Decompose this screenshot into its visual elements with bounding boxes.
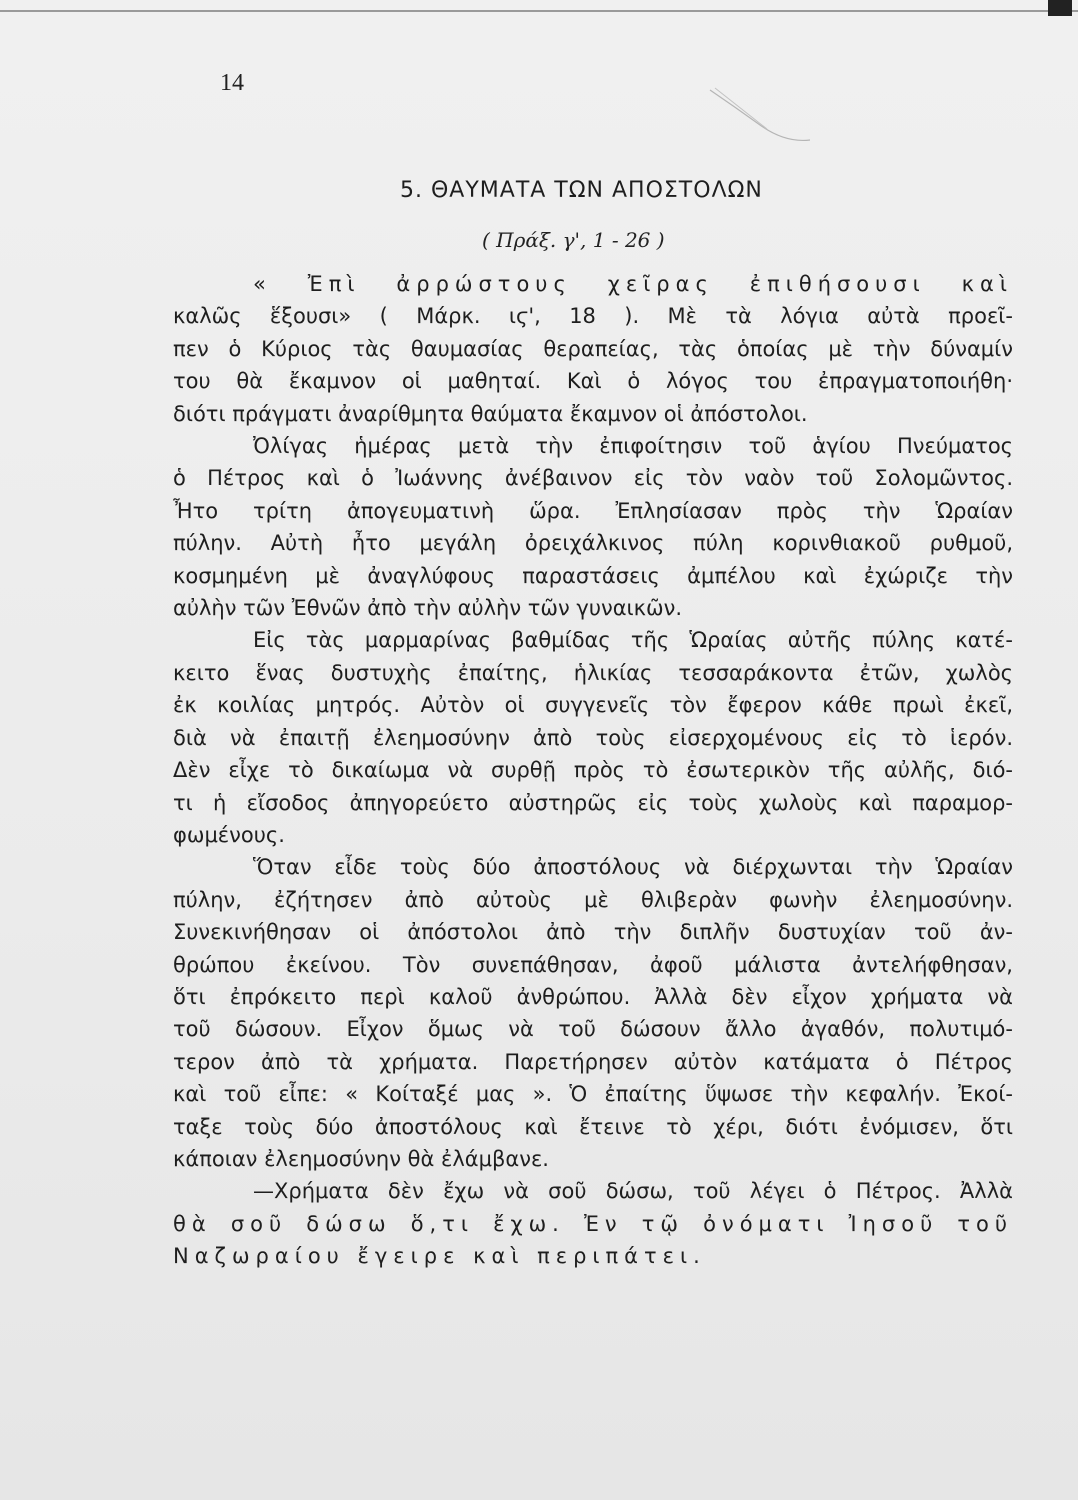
- scripture-reference: ( Πράξ. γ', 1 - 26 ): [482, 228, 665, 252]
- text-line: ὅτι ἐπρόκειτο περὶ καλοῦ ἀνθρώπου. Ἀλλὰ δὲν εἶχον χρήματα νὰ: [173, 984, 1013, 1009]
- text-line: Συνεκινήθησαν οἱ ἀπόστολοι ἀπὸ τὴν διπλῆν δυστυχίαν τοῦ ἀν-: [173, 920, 1013, 945]
- text-line: Ἦτο τρίτη ἀπογευματινὴ ὥρα. Ἐπλησίασαν πρὸς τὴν Ὡραίαν: [173, 498, 1013, 523]
- text-line: του θὰ ἔκαμνον οἱ μαθηταί. Καὶ ὁ λόγος του ἐπραγματοποιήθη·: [173, 369, 1013, 394]
- text-line: ταξε τοὺς δύο ἀποστόλους καὶ ἔτεινε τὸ χέρι, διότι ἐνόμισεν, ὅτι: [173, 1114, 1013, 1139]
- text-line: τι ἡ εἴσοδος ἀπηγορεύετο αὐστηρῶς εἰς τοὺς χωλοὺς καὶ παραμορ-: [173, 790, 1013, 815]
- text-line: Ὀλίγας ἡμέρας μετὰ τὴν ἐπιφοίτησιν τοῦ ἁγίου Πνεύματος: [253, 434, 1013, 459]
- body-text: [173, 268, 1013, 1273]
- text-line: Ὅταν εἶδε τοὺς δύο ἀποστόλους νὰ διέρχωνται τὴν Ὡραίαν: [253, 855, 1013, 880]
- text-line: τερον ἀπὸ τὰ χρήματα. Παρετήρησεν αὐτὸν κατάματα ὁ Πέτρος: [173, 1049, 1013, 1074]
- chapter-heading: 5. ΘΑΥΜΑΤΑ ΤΩΝ ΑΠΟΣΤΟΛΩΝ: [400, 178, 763, 203]
- text-line: θὰ σοῦ δώσω ὅ,τι ἔχω. Ἐν τῷ ὀνόματι Ἰησοῦ τοῦ: [173, 1211, 1013, 1236]
- text-line: αὐλὴν τῶν Ἐθνῶν ἀπὸ τὴν αὐλὴν τῶν γυναικῶν.: [173, 596, 683, 621]
- text-line: Ναζωραίου ἔγειρε καὶ περιπάτει.: [173, 1244, 706, 1269]
- text-line: κειτο ἕνας δυστυχὴς ἐπαίτης, ἡλικίας τεσσαράκοντα ἐτῶν, χωλὸς: [173, 660, 1013, 685]
- text-line: ἐκ κοιλίας μητρός. Αὐτὸν οἱ συγγενεῖς τὸν ἔφερον κάθε πρωὶ ἐκεῖ,: [173, 693, 1013, 718]
- text-line: τοῦ δώσουν. Εἶχον ὅμως νὰ τοῦ δώσουν ἄλλο ἀγαθόν, πολυτιμό-: [173, 1017, 1013, 1042]
- text-line: κοσμημένη μὲ ἀναγλύφους παραστάσεις ἀμπέλου καὶ ἐχώριζε τὴν: [173, 563, 1013, 588]
- text-line: καὶ τοῦ εἶπε: « Κοίταξέ μας ». Ὁ ἐπαίτης ὕψωσε τὴν κεφαλήν. Ἐκοί-: [173, 1082, 1013, 1107]
- text-line: καλῶς ἕξουσι» ( Μάρκ. ιϛ', 18 ). Μὲ τὰ λόγια αὐτὰ προεῖ-: [173, 304, 1013, 329]
- text-line: πεν ὁ Κύριος τὰς θαυμασίας θεραπείας, τὰς ὁποίας μὲ τὴν δύναμίν: [173, 336, 1013, 361]
- text-line: θρώπου ἐκείνου. Τὸν συνεπάθησαν, ἀφοῦ μάλιστα ἀντελήφθησαν,: [173, 952, 1013, 977]
- text-line: Δὲν εἶχε τὸ δικαίωμα νὰ συρθῇ πρὸς τὸ ἐσωτερικὸν τῆς αὐλῆς, διό-: [173, 758, 1013, 783]
- pencil-scratch-mark: [705, 85, 815, 145]
- text-line: ὁ Πέτρος καὶ ὁ Ἰωάννης ἀνέβαινον εἰς τὸν ναὸν τοῦ Σολομῶντος.: [173, 466, 1013, 491]
- binding-corner-mark: [1048, 0, 1072, 16]
- text-line: πύλην, ἐζήτησεν ἀπὸ αὐτοὺς μὲ θλιβερὰν φωνὴν ἐλεημοσύνην.: [173, 887, 1013, 912]
- text-line: πύλην. Αὐτὴ ἦτο μεγάλη ὀρειχάλκινος πύλη κορινθιακοῦ ρυθμοῦ,: [173, 531, 1013, 556]
- page-number: 14: [220, 70, 244, 96]
- text-line: —Χρήματα δὲν ἔχω νὰ σοῦ δώσω, τοῦ λέγει ὁ Πέτρος. Ἀλλὰ: [253, 1179, 1013, 1204]
- top-edge-rule: [0, 10, 1078, 12]
- text-line: φωμένους.: [173, 822, 285, 847]
- text-line: κάποιαν ἐλεημοσύνην θὰ ἐλάμβανε.: [173, 1146, 549, 1171]
- text-line: διὰ νὰ ἐπαιτῇ ἐλεημοσύνην ἀπὸ τοὺς εἰσερχομένους εἰς τὸ ἱερόν.: [173, 725, 1013, 750]
- text-line: « Ἐπὶ ἀρρώστους χεῖρας ἐπιθήσουσι καὶ: [253, 272, 1013, 296]
- text-line: Εἰς τὰς μαρμαρίνας βαθμίδας τῆς Ὡραίας αὐτῆς πύλης κατέ-: [253, 628, 1013, 653]
- text-line: διότι πράγματι ἀναρίθμητα θαύματα ἔκαμνον οἱ ἀπόστολοι.: [173, 401, 808, 426]
